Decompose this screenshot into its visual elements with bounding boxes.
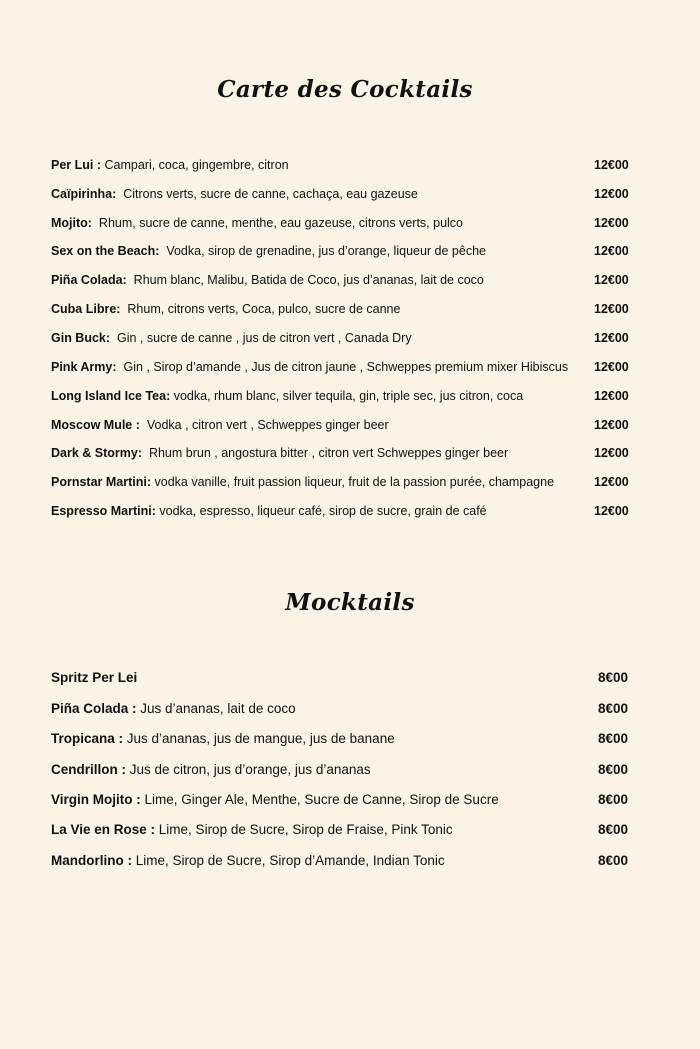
item-price: 12€00 <box>594 446 629 460</box>
item-name: Moscow Mule : <box>51 418 140 432</box>
item-price: 12€00 <box>594 244 629 258</box>
item-name: Mojito: <box>51 216 92 230</box>
item-description: Campari, coca, gingembre, citron <box>101 158 289 172</box>
item-description: Lime, Sirop de Sucre, Sirop de Fraise, Pink Tonic <box>155 822 453 837</box>
menu-item <box>51 271 651 289</box>
item-price: 8€00 <box>598 762 629 777</box>
menu-item <box>51 820 651 840</box>
item-description: Gin , Sirop d’amande , Jus de citron jaune , Schweppes premium mixer Hibiscus <box>116 360 569 374</box>
menu-item <box>51 387 651 405</box>
item-price: 12€00 <box>594 331 629 345</box>
item-name: Per Lui : <box>51 158 102 172</box>
item-description: Lime, Sirop de Sucre, Sirop d’Amande, Indian Tonic <box>132 853 445 868</box>
item-price: 8€00 <box>598 670 629 685</box>
menu-item <box>51 729 651 749</box>
mocktails-title: Mocktails <box>285 589 415 616</box>
item-name: Spritz Per Lei <box>51 670 138 685</box>
item-description: Rhum brun , angostura bitter , citron vert Schweppes ginger beer <box>142 446 509 460</box>
item-price: 12€00 <box>594 504 629 518</box>
menu-item <box>51 242 651 260</box>
menu-item <box>51 416 651 434</box>
item-description: Citrons verts, sucre de canne, cachaça, eau gazeuse <box>116 187 418 201</box>
menu-item <box>51 473 651 491</box>
menu-item <box>51 329 651 347</box>
item-price: 12€00 <box>594 216 629 230</box>
menu-item <box>51 358 651 376</box>
item-description: Gin , sucre de canne , jus de citron vert , Canada Dry <box>110 331 412 345</box>
item-description: Rhum, citrons verts, Coca, pulco, sucre de canne <box>120 302 401 316</box>
cocktails-title: Carte des Cocktails <box>217 76 473 103</box>
menu-item <box>51 668 651 688</box>
item-price: 12€00 <box>594 273 629 287</box>
menu-item <box>51 790 651 810</box>
item-description: vodka, rhum blanc, silver tequila, gin, triple sec, jus citron, coca <box>170 389 524 403</box>
item-price: 8€00 <box>598 853 629 868</box>
item-description: Lime, Ginger Ale, Menthe, Sucre de Canne, Sirop de Sucre <box>140 792 499 807</box>
item-price: 12€00 <box>594 187 629 201</box>
menu-item <box>51 502 651 520</box>
item-price: 8€00 <box>598 792 629 807</box>
item-price: 12€00 <box>594 389 629 403</box>
item-description: Vodka , citron vert , Schweppes ginger beer <box>139 418 389 432</box>
item-name: Piña Colada : <box>51 701 137 716</box>
item-name: La Vie en Rose : <box>51 822 156 837</box>
item-name: Dark & Stormy: <box>51 446 142 460</box>
menu-item <box>51 760 651 780</box>
item-price: 8€00 <box>598 731 629 746</box>
item-name: Pink Army: <box>51 360 117 374</box>
item-description: Jus de citron, jus d’orange, jus d’ananas <box>126 762 371 777</box>
item-name: Pornstar Martini: <box>51 475 152 489</box>
item-description: vodka vanille, fruit passion liqueur, fruit de la passion purée, champagne <box>151 475 555 489</box>
menu-item <box>51 699 651 719</box>
item-name: Cuba Libre: <box>51 302 121 316</box>
item-name: Cendrillon : <box>51 762 126 777</box>
item-price: 12€00 <box>594 302 629 316</box>
menu-item <box>51 214 651 232</box>
item-name: Virgin Mojito : <box>51 792 141 807</box>
item-description: vodka, espresso, liqueur café, sirop de sucre, grain de café <box>155 504 487 518</box>
item-description: Rhum blanc, Malibu, Batida de Coco, jus d’ananas, lait de coco <box>126 273 484 287</box>
item-name: Tropicana : <box>51 731 124 746</box>
item-price: 12€00 <box>594 418 629 432</box>
item-name: Piña Colada: <box>51 273 127 287</box>
menu-item <box>51 300 651 318</box>
menu-item <box>51 156 651 174</box>
item-description: Rhum, sucre de canne, menthe, eau gazeuse, citrons verts, pulco <box>91 216 464 230</box>
item-name: Long Island Ice Tea: <box>51 389 171 403</box>
item-description: Jus d’ananas, jus de mangue, jus de banane <box>123 731 395 746</box>
item-name: Caïpirinha: <box>51 187 117 201</box>
menu-item <box>51 851 651 871</box>
item-name: Gin Buck: <box>51 331 111 345</box>
menu-item <box>51 185 651 203</box>
item-price: 8€00 <box>598 701 629 716</box>
item-name: Sex on the Beach: <box>51 244 160 258</box>
item-description: Jus d’ananas, lait de coco <box>136 701 296 716</box>
item-price: 12€00 <box>594 158 629 172</box>
item-description: Vodka, sirop de grenadine, jus d’orange, liqueur de pêche <box>159 244 486 258</box>
menu-item <box>51 444 651 462</box>
item-price: 12€00 <box>594 475 629 489</box>
item-name: Mandorlino : <box>51 853 132 868</box>
item-price: 8€00 <box>598 822 629 837</box>
item-name: Espresso Martini: <box>51 504 156 518</box>
item-price: 12€00 <box>594 360 629 374</box>
